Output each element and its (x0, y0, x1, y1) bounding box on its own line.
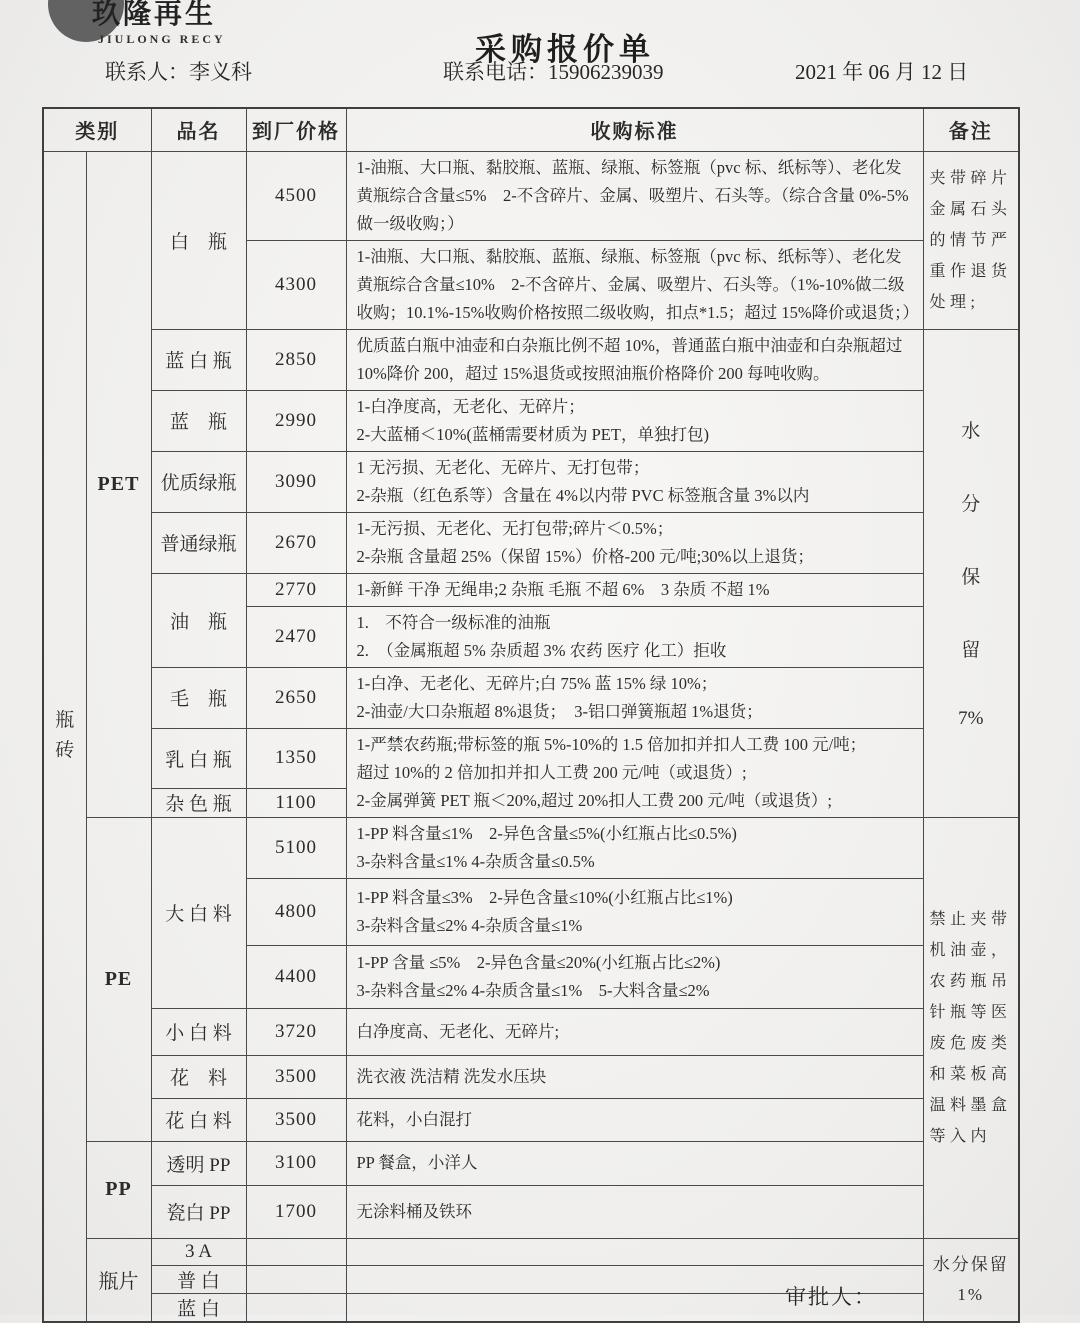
standard-text: 3-杂料含量≤2% 4-杂质含量≤1% (356, 915, 583, 935)
standard-text: 无涂料桶及铁环 (356, 1201, 472, 1221)
standard-cell (346, 329, 923, 390)
standard-cell (346, 945, 923, 1008)
standard-text: PP 餐盒，小洋人 (356, 1153, 478, 1172)
contact-phone: 联系电话：15906239039 (443, 60, 664, 84)
remark-text: 夹带碎片金属石头的情节严重作退货处理; (929, 169, 1012, 311)
price-cell: 4800 (246, 878, 346, 945)
standard-text: 2-大蓝桶＜10%(蓝桶需要材质为 PET，单独打包) (356, 424, 709, 444)
table-row (43, 1238, 1019, 1265)
product-name-cell: 白 瓶 (151, 151, 246, 329)
standard-cell (346, 1008, 923, 1055)
standard-text: 1. 不符合一级标准的油瓶 (356, 612, 551, 632)
section-bottle-flakes: 瓶片 (86, 1238, 151, 1322)
price-cell: 1350 (246, 728, 346, 788)
product-name-cell: 瓷白 PP (151, 1185, 246, 1238)
remark-char: 分 (961, 494, 981, 515)
price-cell: 2990 (246, 390, 346, 451)
product-name-cell: 毛 瓶 (151, 667, 246, 728)
remark-char: 保 (961, 567, 981, 588)
product-name-cell: 蓝 白 瓶 (151, 329, 246, 390)
remark-line: 1% (957, 1284, 985, 1304)
standard-cell (346, 667, 923, 728)
standard-text: 2. （金属瓶超 5% 杂质超 3% 农药 医疗 化工）拒收 (356, 640, 727, 660)
standard-text: 1-油瓶、大口瓶、黏胶瓶、蓝瓶、绿瓶、标签瓶（pvc 标、纸标等）、老化发黄瓶综合含量≤5% 2-不含碎片、金属、吸塑片、石头等。（综合含量 0%-5%做一级收购；） (356, 157, 909, 233)
remark-char: 7% (958, 708, 984, 729)
side-label-bottle-brick (43, 151, 86, 1322)
price-cell: 1100 (246, 788, 346, 817)
standard-cell (346, 1185, 923, 1238)
approver-label: 审批人： (785, 1285, 877, 1309)
standard-text: 白净度高、无老化、无碎片; (356, 1021, 560, 1041)
product-name-cell: 乳 白 瓶 (151, 728, 246, 788)
standard-text: 2-杂瓶 含量超 25%（保留 15%）价格-200 元/吨;30%以上退货； (356, 546, 814, 566)
standard-text: 超过 10%的 2 倍加扣并扣人工费 200 元/吨（或退货）; (356, 762, 747, 782)
table-row (43, 1141, 1019, 1185)
standard-cell-empty (346, 1238, 923, 1265)
table-row (43, 573, 1019, 606)
logo-company-name: 玖隆再生 (92, 0, 217, 30)
product-name-cell: 蓝 白 (151, 1293, 246, 1322)
price-cell: 3500 (246, 1055, 346, 1098)
header-standard: 收购标准 (346, 108, 923, 151)
standard-text: 1-新鲜 干净 无绳串;2 杂瓶 毛瓶 不超 6% 3 杂质 不超 1% (356, 579, 770, 599)
product-name-cell: 普通绿瓶 (151, 512, 246, 573)
table-row (43, 151, 1019, 240)
logo-company-name-en: JIULONG RECY (98, 32, 226, 46)
product-name-cell: 优质绿瓶 (151, 451, 246, 512)
table-row (43, 1008, 1019, 1055)
table-row (43, 329, 1019, 390)
price-cell: 3500 (246, 1098, 346, 1141)
product-name-cell: 普 白 (151, 1265, 246, 1293)
standard-text: 3-杂料含量≤1% 4-杂质含量≤0.5% (356, 851, 595, 871)
product-name-cell: 蓝 瓶 (151, 390, 246, 451)
product-name-cell: 透明 PP (151, 1141, 246, 1185)
header-product: 品名 (151, 108, 246, 151)
product-name-cell: 花 白 料 (151, 1098, 246, 1141)
table-row (43, 512, 1019, 573)
remark-text: 禁止夹带机油壶，农药瓶吊针瓶等医废危废类和菜板高温料墨盒等入内 (929, 910, 1012, 1145)
product-name-cell: 3 A (151, 1238, 246, 1265)
standard-cell (346, 728, 923, 817)
standard-text: 1-油瓶、大口瓶、黏胶瓶、蓝瓶、绿瓶、标签瓶（pvc 标、纸标等）、老化发黄瓶综合含量≤10% 2-不含碎片、金属、吸塑片、石头等。（1%-10%做二级收购；10.1%-15%收购价格按照二级收购，扣点*1.5；超过 15%降价或退货；） (356, 246, 919, 322)
remark-char: 留 (961, 640, 981, 661)
price-cell: 4500 (246, 151, 346, 240)
remark-cell (923, 817, 1019, 1238)
standard-cell (346, 878, 923, 945)
section-pe: PE (86, 817, 151, 1141)
table-row (43, 1185, 1019, 1238)
table-row (43, 817, 1019, 878)
standard-text: 洗衣液 洗洁精 洗发水压块 (356, 1066, 547, 1086)
price-cell-empty (246, 1238, 346, 1265)
header-price: 到厂价格 (246, 108, 346, 151)
product-name-cell: 大 白 料 (151, 817, 246, 1008)
standard-text: 1-严禁农药瓶;带标签的瓶 5%-10%的 1.5 倍加扣并扣人工费 100 元/吨； (356, 734, 867, 754)
product-name-cell: 油 瓶 (151, 573, 246, 667)
standard-cell (346, 451, 923, 512)
standard-cell (346, 1055, 923, 1098)
price-cell: 2850 (246, 329, 346, 390)
table-row (43, 1098, 1019, 1141)
remark-text (924, 1250, 1019, 1310)
standard-text: 2-杂瓶（红色系等）含量在 4%以内带 PVC 标签瓶含量 3%以内 (356, 485, 810, 505)
header-category: 类别 (43, 108, 151, 151)
price-cell-empty (246, 1293, 346, 1322)
side-label-text: 瓶砖 (55, 709, 75, 761)
price-cell: 2670 (246, 512, 346, 573)
remark-vertical-text (924, 416, 1019, 730)
remark-cell (923, 151, 1019, 329)
standard-text: 1-PP 含量 ≤5% 2-异色含量≤20%(小红瓶占比≤2%) (356, 952, 721, 972)
standard-cell (346, 573, 923, 606)
standard-cell (346, 817, 923, 878)
table-header-row (43, 108, 1019, 151)
standard-cell (346, 512, 923, 573)
quotation-table (42, 107, 1020, 1323)
standard-cell (346, 390, 923, 451)
table-row (43, 390, 1019, 451)
standard-text: 花料，小白混打 (356, 1109, 472, 1129)
table-row (43, 728, 1019, 788)
price-cell: 3100 (246, 1141, 346, 1185)
standard-cell (346, 240, 923, 329)
page-title: 采购报价单 (475, 32, 655, 67)
header-remark: 备注 (923, 108, 1019, 151)
table-row (43, 667, 1019, 728)
standard-text: 2-油壶/大口杂瓶超 8%退货； 3-铝口弹簧瓶超 1%退货； (356, 701, 763, 721)
table-row (43, 1055, 1019, 1098)
standard-cell (346, 1141, 923, 1185)
price-cell: 4300 (246, 240, 346, 329)
section-pet: PET (86, 151, 151, 817)
remark-char: 水 (961, 421, 981, 442)
standard-cell (346, 151, 923, 240)
product-name-cell: 杂 色 瓶 (151, 788, 246, 817)
price-cell: 5100 (246, 817, 346, 878)
standard-text: 1 无污损、无老化、无碎片、无打包带； (356, 457, 650, 477)
standard-text: 1-白净、无老化、无碎片;白 75% 蓝 15% 绿 10%； (356, 673, 718, 693)
standard-text: 1-白净度高，无老化、无碎片； (356, 396, 585, 416)
standard-text: 2-金属弹簧 PET 瓶＜20%,超过 20%扣人工费 200 元/吨（或退货）; (356, 790, 832, 810)
remark-line: 水分保留 (932, 1254, 1009, 1274)
price-cell: 1700 (246, 1185, 346, 1238)
standard-text: 3-杂料含量≤2% 4-杂质含量≤1% 5-大料含量≤2% (356, 980, 710, 1000)
price-cell: 3720 (246, 1008, 346, 1055)
standard-text: 优质蓝白瓶中油壶和白杂瓶比例不超 10%，普通蓝白瓶中油壶和白杂瓶超过 10%降价 200，超过 15%退货或按照油瓶价格降价 200 每吨收购。 (356, 335, 903, 383)
product-name-cell: 花 料 (151, 1055, 246, 1098)
price-cell-empty (246, 1265, 346, 1293)
price-cell: 2650 (246, 667, 346, 728)
product-name-cell: 小 白 料 (151, 1008, 246, 1055)
standard-text: 1-PP 料含量≤1% 2-异色含量≤5%(小红瓶占比≤0.5%) (356, 823, 737, 843)
price-cell: 2770 (246, 573, 346, 606)
section-pp: PP (86, 1141, 151, 1238)
standard-text: 1-无污损、无老化、无打包带;碎片＜0.5%； (356, 518, 674, 538)
remark-cell (923, 329, 1019, 817)
contact-person: 联系人：李义科 (105, 60, 252, 84)
standard-cell (346, 1098, 923, 1141)
remark-cell (923, 1238, 1019, 1322)
quote-date: 2021 年 06 月 12 日 (795, 60, 969, 84)
table-row (43, 451, 1019, 512)
price-cell: 4400 (246, 945, 346, 1008)
standard-text: 1-PP 料含量≤3% 2-异色含量≤10%(小红瓶占比≤1%) (356, 887, 733, 907)
standard-cell (346, 606, 923, 667)
price-cell: 2470 (246, 606, 346, 667)
price-cell: 3090 (246, 451, 346, 512)
